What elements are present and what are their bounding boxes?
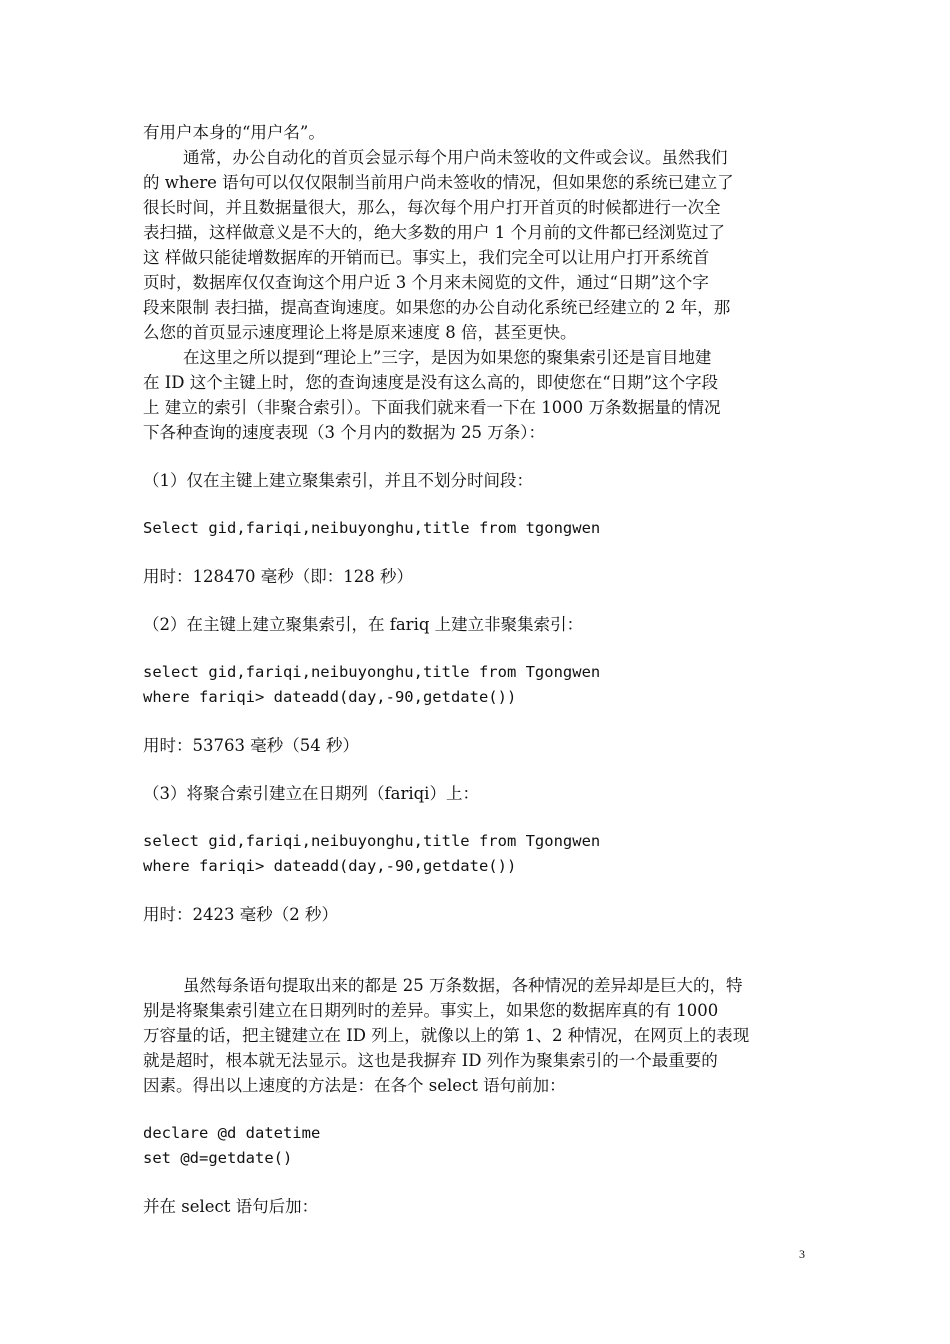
text-line: 的 where 语句可以仅仅限制当前用户尚未签收的情况，但如果您的系统已建立了 <box>143 173 734 192</box>
text-line: 有用户本身的“用户名”。 <box>143 123 325 142</box>
case-2-title: （2）在主键上建立聚集索引，在 fariq 上建立非聚集索引： <box>143 615 584 634</box>
text-line: 在这里之所以提到“理论上”三字，是因为如果您的聚集索引还是盲目地建 <box>183 348 712 367</box>
text-line: 么您的首页显示速度理论上将是原来速度 8 倍，甚至更快。 <box>143 323 577 342</box>
case-1-code: Select gid,fariqi,neibuyonghu,title from tgongwen <box>143 519 601 537</box>
text-line: 通常，办公自动化的首页会显示每个用户尚未签收的文件或会议。虽然我们 <box>183 148 728 167</box>
paragraph-intro-end <box>143 120 808 145</box>
paragraph-homepage <box>143 145 808 345</box>
text-line: 虽然每条语句提取出来的都是 25 万条数据，各种情况的差异却是巨大的，特 <box>183 976 743 995</box>
text-line: 表扫描，这样做意义是不大的，绝大多数的用户 1 个月前的文件都已经浏览过了 <box>143 223 725 242</box>
paragraph-theory <box>143 345 808 445</box>
text-line: 别是将聚集索引建立在日期列时的差异。事实上，如果您的数据库真的有 1000 <box>143 1001 719 1020</box>
text-line: 很长时间，并且数据量很大，那么，每次每个用户打开首页的时候都进行一次全 <box>143 198 721 217</box>
text-line: 页时，数据库仅仅查询这个用户近 3 个月来未阅览的文件，通过“日期”这个字 <box>143 273 709 292</box>
page-content <box>143 120 808 1219</box>
text-line: 上 建立的索引（非聚合索引）。下面我们就来看一下在 1000 万条数据量的情况 <box>143 398 721 417</box>
case-2-time: 用时：53763 毫秒（54 秒） <box>143 736 359 755</box>
case-2-code-line-1: select gid,fariqi,neibuyonghu,title from Tgongwen <box>143 663 601 681</box>
case-3-title: （3）将聚合索引建立在日期列（fariqi）上： <box>143 784 479 803</box>
text-line: 因素。得出以上速度的方法是：在各个 select 语句前加： <box>143 1076 566 1095</box>
case-1-time: 用时：128470 毫秒（即：128 秒） <box>143 567 413 586</box>
case-3-time: 用时：2423 毫秒（2 秒） <box>143 905 338 924</box>
declare-code-line-2: set @d=getdate() <box>143 1149 293 1167</box>
case-3-code-line-1: select gid,fariqi,neibuyonghu,title from Tgongwen <box>143 832 601 850</box>
after-select-text: 并在 select 语句后加： <box>143 1197 319 1216</box>
text-line: 下各种查询的速度表现（3 个月内的数据为 25 万条）： <box>143 423 545 442</box>
page-number: 3 <box>799 1247 805 1261</box>
paragraph-conclusion <box>143 973 808 1098</box>
text-line: 就是超时，根本就无法显示。这也是我摒弃 ID 列作为聚集索引的一个最重要的 <box>143 1051 718 1070</box>
text-line: 这 样做只能徒增数据库的开销而已。事实上，我们完全可以让用户打开系统首 <box>143 248 710 267</box>
text-line: 在 ID 这个主键上时，您的查询速度是没有这么高的，即使您在“日期”这个字段 <box>143 373 719 392</box>
case-3-code-line-2: where fariqi> dateadd(day,-90,getdate()) <box>143 857 517 875</box>
text-line: 段来限制 表扫描，提高查询速度。如果您的办公自动化系统已经建立的 2 年，那 <box>143 298 731 317</box>
case-2-code-line-2: where fariqi> dateadd(day,-90,getdate()) <box>143 688 517 706</box>
declare-code-line-1: declare @d datetime <box>143 1124 321 1142</box>
text-line: 万容量的话，把主键建立在 ID 列上，就像以上的第 1、2 种情况，在网页上的表现 <box>143 1026 750 1045</box>
case-1-title: （1）仅在主键上建立聚集索引，并且不划分时间段： <box>143 471 533 490</box>
